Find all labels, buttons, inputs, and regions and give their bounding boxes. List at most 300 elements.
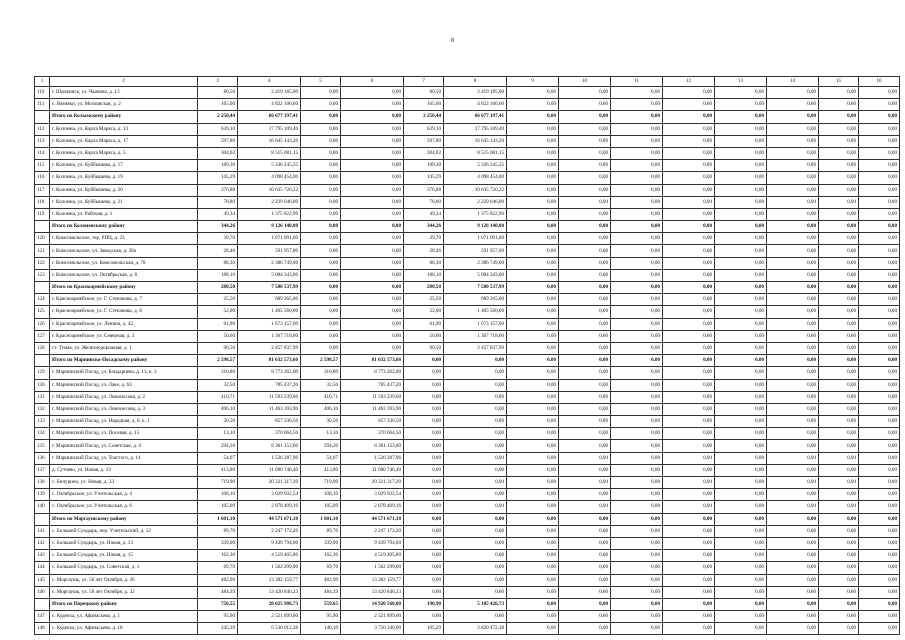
table-cell: 0,00 xyxy=(559,282,611,294)
table-cell: 0,00 xyxy=(767,87,819,99)
table-cell: 0,00 xyxy=(404,562,444,574)
table-cell: 4 822 106,00 xyxy=(444,99,507,111)
table-cell: 1 673 157,00 xyxy=(444,318,507,330)
table-cell: 0,00 xyxy=(404,403,444,415)
table-cell: 2 457 837,99 xyxy=(444,342,507,354)
table-cell: 406,10 xyxy=(301,403,341,415)
table-cell: 0,00 xyxy=(341,135,404,147)
table-cell: 0,00 xyxy=(819,525,859,537)
table-cell: 0,00 xyxy=(859,501,900,513)
table-cell: 139 xyxy=(35,489,50,501)
table-cell: 0,00 xyxy=(715,135,767,147)
table-cell: 0,00 xyxy=(444,379,507,391)
table-cell: 69,70 xyxy=(301,562,341,574)
table-cell: 0,00 xyxy=(767,160,819,172)
table-cell: 129 xyxy=(35,367,50,379)
table-cell: 0,00 xyxy=(663,489,715,501)
table-cell: 5 336 245,35 xyxy=(238,160,301,172)
table-cell: 0,00 xyxy=(444,513,507,525)
table-row xyxy=(35,586,900,598)
table-cell: 136 xyxy=(35,452,50,464)
table-cell: 0,00 xyxy=(819,562,859,574)
table-cell: 0,00 xyxy=(559,403,611,415)
table-cell: 0,00 xyxy=(444,562,507,574)
table-cell: 0,00 xyxy=(715,355,767,367)
table-cell: 108,10 xyxy=(301,489,341,501)
table-cell: 0,00 xyxy=(559,477,611,489)
table-row xyxy=(35,184,900,196)
table-cell: 0,00 xyxy=(444,452,507,464)
table-cell: 310,80 xyxy=(198,367,238,379)
table-cell: 0,00 xyxy=(715,379,767,391)
table-cell: 0,00 xyxy=(444,525,507,537)
table-cell: г. Коломна, ул. Куйбышева, д. 17 xyxy=(50,160,198,172)
table-cell: 0,00 xyxy=(611,403,663,415)
table-cell: 0,00 xyxy=(715,611,767,623)
table-cell: 140 xyxy=(35,501,50,513)
table-cell: 0,00 xyxy=(301,196,341,208)
table-cell: 0,00 xyxy=(819,318,859,330)
table-cell: 0,00 xyxy=(301,123,341,135)
table-cell: 13 420 840,23 xyxy=(238,586,301,598)
table-cell: 0,00 xyxy=(559,416,611,428)
table-cell: 0,00 xyxy=(819,598,859,610)
table-cell: 0,00 xyxy=(715,184,767,196)
table-cell: 410,71 xyxy=(301,391,341,403)
table-cell: 0,00 xyxy=(341,342,404,354)
table-cell: 0,00 xyxy=(507,318,559,330)
table-cell: 0,00 xyxy=(404,391,444,403)
table-cell: 0,00 xyxy=(715,221,767,233)
table-cell: 0,00 xyxy=(559,330,611,342)
table-cell: 0,00 xyxy=(819,550,859,562)
table-cell: 2 419 185,00 xyxy=(444,87,507,99)
table-cell: 0,00 xyxy=(715,598,767,610)
table-cell: 0,00 xyxy=(559,611,611,623)
table-cell: 81 632 573,66 xyxy=(238,355,301,367)
table-cell: 0,00 xyxy=(859,379,900,391)
table-cell: 0,00 xyxy=(819,111,859,123)
table-cell: 128 xyxy=(35,342,50,354)
table-cell: 0,00 xyxy=(404,367,444,379)
table-cell: г. Мариинский Посад, ул. Ломоносова, д. 3 xyxy=(50,403,198,415)
table-cell: 7 580 537,99 xyxy=(444,282,507,294)
table-cell: 2 386 749,00 xyxy=(238,257,301,269)
table-cell: 0,00 xyxy=(404,611,444,623)
table-cell: 0,00 xyxy=(444,403,507,415)
table-cell: 54,07 xyxy=(198,452,238,464)
page-number: 8 xyxy=(451,38,454,44)
table-cell: 719,90 xyxy=(198,477,238,489)
table-cell: 0,00 xyxy=(559,501,611,513)
table-cell: 0,00 xyxy=(611,513,663,525)
table-cell: 32,50 xyxy=(301,379,341,391)
table-cell: 20 025 986,73 xyxy=(238,598,301,610)
table-cell: 0,00 xyxy=(767,221,819,233)
table-cell: 0,00 xyxy=(663,342,715,354)
table-cell: 0,00 xyxy=(859,87,900,99)
table-cell: 0,00 xyxy=(611,489,663,501)
table-cell: 90,50 xyxy=(404,342,444,354)
table-cell: 0,00 xyxy=(767,477,819,489)
table-cell: 413,80 xyxy=(198,464,238,476)
table-cell: 0,00 xyxy=(767,440,819,452)
table-cell: г. Комсомольское, ул. Комсомольская, д. 78 xyxy=(50,257,198,269)
table-cell: 0,00 xyxy=(611,537,663,549)
table-cell: 0,00 xyxy=(819,135,859,147)
table-cell: 0,00 xyxy=(404,452,444,464)
table-cell: 3 029 932,54 xyxy=(341,489,404,501)
table-cell: 0,00 xyxy=(767,282,819,294)
table-cell: 0,00 xyxy=(611,330,663,342)
table-cell: 0,00 xyxy=(663,574,715,586)
table-row xyxy=(35,208,900,220)
table-row xyxy=(35,294,900,306)
table-cell: 785 437,20 xyxy=(341,379,404,391)
table-cell: 0,00 xyxy=(507,135,559,147)
table-cell: 13 382 159,77 xyxy=(341,574,404,586)
table-cell: 0,00 xyxy=(663,318,715,330)
table-cell: 0,00 xyxy=(819,269,859,281)
table-cell: 5 336 245,35 xyxy=(444,160,507,172)
table-cell xyxy=(35,111,50,123)
table-cell: 0,00 xyxy=(559,379,611,391)
table-cell: 50,60 xyxy=(404,330,444,342)
table-cell: 0,00 xyxy=(559,233,611,245)
table-cell: 0,00 xyxy=(507,330,559,342)
table-cell: 0,00 xyxy=(715,623,767,635)
table-cell: 0,00 xyxy=(859,282,900,294)
table-cell: 0,00 xyxy=(611,440,663,452)
table-cell: 49,34 xyxy=(404,208,444,220)
table-cell: 124 xyxy=(35,294,50,306)
table-cell: 0,00 xyxy=(559,489,611,501)
table-cell: 0,00 xyxy=(819,367,859,379)
table-cell: 0,00 xyxy=(301,318,341,330)
table-cell: 20 321 317,20 xyxy=(341,477,404,489)
table-cell: 0,00 xyxy=(611,379,663,391)
subtotal-row xyxy=(35,111,900,123)
table-cell: 1 375 822,96 xyxy=(444,208,507,220)
table-cell: 0,00 xyxy=(859,550,900,562)
table-cell: 0,00 xyxy=(859,147,900,159)
table-cell: 0,00 xyxy=(767,147,819,159)
table-cell: 0,00 xyxy=(611,562,663,574)
table-cell: 1 xyxy=(35,77,50,87)
table-cell: 0,00 xyxy=(663,196,715,208)
table-cell: 0,00 xyxy=(859,306,900,318)
table-cell: 0,00 xyxy=(819,282,859,294)
table-cell: 0,00 xyxy=(715,147,767,159)
table-cell: 125 xyxy=(35,306,50,318)
table-cell: 0,00 xyxy=(444,611,507,623)
table-cell: 44 571 671,10 xyxy=(341,513,404,525)
table-cell: 0,00 xyxy=(663,391,715,403)
table-cell: 294,20 xyxy=(198,440,238,452)
table-cell: 4 519 405,80 xyxy=(238,550,301,562)
table-cell: 304,02 xyxy=(198,147,238,159)
table-cell: 135 xyxy=(35,440,50,452)
table-cell: 0,00 xyxy=(819,501,859,513)
table-cell: с. Кудеиха, ул. Афанасьева, д. 1 xyxy=(50,611,198,623)
table-cell: 0,00 xyxy=(663,367,715,379)
table-cell: 0,00 xyxy=(404,586,444,598)
table-cell: 4 098 454,00 xyxy=(444,172,507,184)
table-cell: 0,00 xyxy=(341,196,404,208)
table-cell: 0,00 xyxy=(859,428,900,440)
subtotal-row xyxy=(35,513,900,525)
table-cell: 0,00 xyxy=(859,233,900,245)
table-cell: 0,00 xyxy=(859,598,900,610)
table-cell: 0,00 xyxy=(341,208,404,220)
table-cell: 28,46 xyxy=(198,245,238,257)
table-cell: 5 xyxy=(301,77,341,87)
table-cell: 0,00 xyxy=(663,330,715,342)
table-cell: 0,00 xyxy=(859,99,900,111)
table-row xyxy=(35,330,900,342)
table-cell: 105,09 xyxy=(198,501,238,513)
table-cell: 0,00 xyxy=(444,574,507,586)
table-cell: с. Кудеиха, ул. Афанасьева, д. 18 xyxy=(50,623,198,635)
table-cell: 0,00 xyxy=(715,501,767,513)
table-cell: 245,39 xyxy=(198,623,238,635)
table-cell: 0,00 xyxy=(859,416,900,428)
table-cell: 89,70 xyxy=(198,525,238,537)
table-cell: 0,00 xyxy=(767,452,819,464)
table-row xyxy=(35,367,900,379)
table-row xyxy=(35,537,900,549)
table-cell: 0,00 xyxy=(559,367,611,379)
table-cell: 0,00 xyxy=(507,489,559,501)
table-cell: 0,00 xyxy=(507,99,559,111)
table-cell: 280,50 xyxy=(404,282,444,294)
table-cell: 0,00 xyxy=(767,123,819,135)
table-cell: 0,00 xyxy=(611,550,663,562)
table-cell: 0,00 xyxy=(559,111,611,123)
table-cell: 0,00 xyxy=(559,562,611,574)
table-cell: 0,00 xyxy=(611,477,663,489)
table-cell: 857 336,50 xyxy=(341,416,404,428)
table-cell: 0,00 xyxy=(663,464,715,476)
table-cell: 0,00 xyxy=(715,123,767,135)
table-cell: 123 xyxy=(35,269,50,281)
table-cell: 8 773 262,00 xyxy=(238,367,301,379)
table-cell: 0,00 xyxy=(819,379,859,391)
table-cell: 0,00 xyxy=(559,99,611,111)
table-cell: 0,00 xyxy=(715,452,767,464)
table-cell: 0,00 xyxy=(301,282,341,294)
table-cell: 0,00 xyxy=(444,367,507,379)
table-cell: 2 419 185,00 xyxy=(238,87,301,99)
table-cell: 0,00 xyxy=(507,245,559,257)
table-cell: 370 664,50 xyxy=(341,428,404,440)
table-row xyxy=(35,160,900,172)
table-cell: 121 xyxy=(35,245,50,257)
table-cell: 13 382 159,77 xyxy=(238,574,301,586)
table-cell: 0,00 xyxy=(715,477,767,489)
table-cell: 0,00 xyxy=(404,525,444,537)
table-cell: 0,00 xyxy=(767,99,819,111)
table-cell: 89,70 xyxy=(301,525,341,537)
table-cell: 0,00 xyxy=(507,403,559,415)
header-row xyxy=(35,77,900,87)
table-cell: 0,00 xyxy=(859,330,900,342)
table-cell: 0,00 xyxy=(559,440,611,452)
table-cell: 484,39 xyxy=(301,586,341,598)
table-cell: 30,50 xyxy=(198,416,238,428)
table-cell: 111 xyxy=(35,99,50,111)
table-cell: 143 xyxy=(35,550,50,562)
table-cell: 0,00 xyxy=(819,391,859,403)
table-row xyxy=(35,342,900,354)
table-cell: 0,00 xyxy=(444,489,507,501)
table-row xyxy=(35,123,900,135)
table-cell: 2 xyxy=(50,77,198,87)
table-cell: 16 645 143,20 xyxy=(444,135,507,147)
table-row xyxy=(35,452,900,464)
table-cell: 50,60 xyxy=(198,330,238,342)
table-cell: 15 xyxy=(819,77,859,87)
table-cell: 0,00 xyxy=(663,306,715,318)
table-cell: г. Комсомольское, ул. Октябрьская, д. 8 xyxy=(50,269,198,281)
table-cell: 0,00 xyxy=(859,452,900,464)
table-cell: г. Красноармейское, ул. Ленина, д. 42 xyxy=(50,318,198,330)
table-cell: 0,00 xyxy=(611,611,663,623)
table-cell: 2 521 899,00 xyxy=(341,611,404,623)
table-cell: 0,00 xyxy=(819,257,859,269)
table-cell xyxy=(35,221,50,233)
table-cell: 0,00 xyxy=(507,87,559,99)
table-cell: 0,00 xyxy=(559,537,611,549)
table-cell: 0,00 xyxy=(767,111,819,123)
table-cell: 0,00 xyxy=(859,355,900,367)
table-cell: 6 530 012,38 xyxy=(238,623,301,635)
table-cell: 0,00 xyxy=(715,513,767,525)
table-cell: 0,00 xyxy=(341,172,404,184)
table-cell: 11 463 393,90 xyxy=(341,403,404,415)
table-cell: 0,00 xyxy=(301,245,341,257)
table-cell: 140,10 xyxy=(301,623,341,635)
table-cell: 0,00 xyxy=(559,160,611,172)
table-cell: 2 878 409,16 xyxy=(341,501,404,513)
table-cell: 0,00 xyxy=(444,440,507,452)
table-cell: 0,00 xyxy=(819,489,859,501)
table-cell: 0,00 xyxy=(767,598,819,610)
table-cell: 80,50 xyxy=(198,87,238,99)
table-cell: 0,00 xyxy=(507,355,559,367)
table-cell: 0,00 xyxy=(507,184,559,196)
table-cell: 0,00 xyxy=(715,574,767,586)
table-cell: 0,00 xyxy=(715,367,767,379)
table-cell: 130 xyxy=(35,379,50,391)
table-cell: 0,00 xyxy=(611,294,663,306)
table-cell: 189,30 xyxy=(198,160,238,172)
table-cell: 1 562 299,00 xyxy=(341,562,404,574)
table-cell: 113 xyxy=(35,135,50,147)
table-cell: 0,00 xyxy=(767,233,819,245)
table-cell: 0,00 xyxy=(404,379,444,391)
table-cell: г. Комсомольское, тер. РПЦ, д. 23 xyxy=(50,233,198,245)
table-cell: 9 439 794,00 xyxy=(238,537,301,549)
table-cell: г. Коломна, ул. Карла Маркса, д. 17 xyxy=(50,135,198,147)
table-row xyxy=(35,428,900,440)
table-cell: 0,00 xyxy=(507,416,559,428)
table-cell: 0,00 xyxy=(559,172,611,184)
table-cell: ст. Тумак, ул. Железнодорожная, д. 1 xyxy=(50,342,198,354)
table-row xyxy=(35,611,900,623)
table-cell: 66 677 197,41 xyxy=(238,111,301,123)
table-cell: 0,00 xyxy=(559,123,611,135)
table-cell: 0,00 xyxy=(611,391,663,403)
table-cell: 0,00 xyxy=(341,111,404,123)
table-cell: 0,00 xyxy=(859,489,900,501)
table-cell: 0,00 xyxy=(767,269,819,281)
table-cell: 0,00 xyxy=(404,501,444,513)
table-row xyxy=(35,440,900,452)
table-row xyxy=(35,477,900,489)
table-cell: Итого по Моргаушскому району xyxy=(50,513,198,525)
table-cell: 0,00 xyxy=(859,513,900,525)
table-cell: г. Коломна, ул. Карла Маркса, д. 5 xyxy=(50,147,198,159)
table-cell: 0,00 xyxy=(611,147,663,159)
table-cell: 1 405 560,00 xyxy=(444,306,507,318)
table-cell: 0,00 xyxy=(715,342,767,354)
table-row xyxy=(35,489,900,501)
table-cell: 4 098 454,00 xyxy=(238,172,301,184)
table-cell: с. Бичурино, ул. Новая, д. 23 xyxy=(50,477,198,489)
table-cell: 0,00 xyxy=(715,282,767,294)
table-cell: 0,00 xyxy=(767,428,819,440)
table-cell: 0,00 xyxy=(507,208,559,220)
table-cell: 10 635 726,22 xyxy=(238,184,301,196)
table-cell: 0,00 xyxy=(559,586,611,598)
table-cell: 410,71 xyxy=(198,391,238,403)
table-cell: 0,00 xyxy=(559,598,611,610)
table-cell: 1 526 287,96 xyxy=(341,452,404,464)
table-cell: 0,00 xyxy=(859,440,900,452)
table-cell: 0,00 xyxy=(663,501,715,513)
table-cell: 0,00 xyxy=(767,623,819,635)
table-cell: 4 xyxy=(238,77,301,87)
table-cell: 0,00 xyxy=(859,257,900,269)
table-cell: 10 635 726,22 xyxy=(444,184,507,196)
table-cell: с. Вязняки, ул. Московская, д. 2 xyxy=(50,99,198,111)
table-cell: 0,00 xyxy=(507,172,559,184)
table-cell: 0,00 xyxy=(819,464,859,476)
table-cell: 0,00 xyxy=(715,87,767,99)
table-cell: 0,00 xyxy=(404,355,444,367)
table-cell: 116 xyxy=(35,172,50,184)
table-cell: 138 xyxy=(35,477,50,489)
table-cell: 0,00 xyxy=(341,245,404,257)
table-cell: д. Сутчево, ул. Новая, д. 13 xyxy=(50,464,198,476)
table-cell: 0,00 xyxy=(507,513,559,525)
table-cell: с. Октябрьское, ул. Учительская, д. 4 xyxy=(50,489,198,501)
table-cell: 1 673 157,00 xyxy=(238,318,301,330)
table-cell: 0,00 xyxy=(301,330,341,342)
table-cell: 0,00 xyxy=(611,87,663,99)
table-cell: 0,00 xyxy=(611,464,663,476)
table-cell: 0,00 xyxy=(663,184,715,196)
table-cell: 0,00 xyxy=(767,501,819,513)
table-cell: 0,00 xyxy=(559,147,611,159)
table-cell: 0,00 xyxy=(559,513,611,525)
table-cell: 0,00 xyxy=(767,537,819,549)
table-cell: 118 xyxy=(35,196,50,208)
table-cell: 0,00 xyxy=(767,550,819,562)
table-row xyxy=(35,525,900,537)
table-cell: 0,00 xyxy=(507,550,559,562)
